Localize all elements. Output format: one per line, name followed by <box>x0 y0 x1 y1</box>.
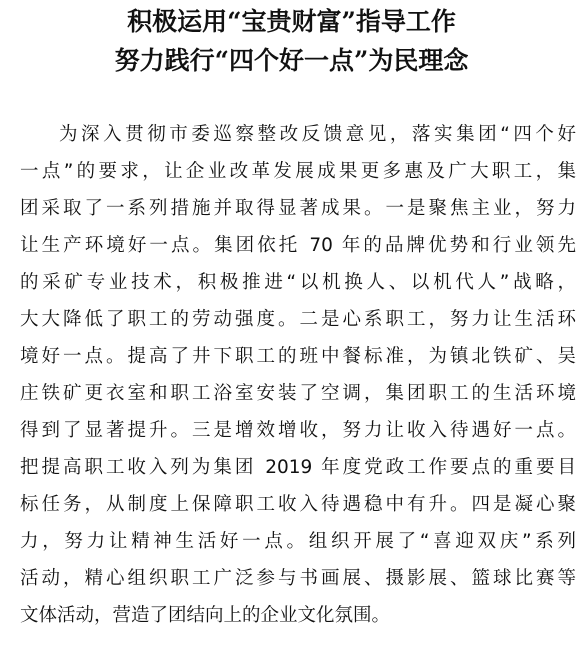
body-text-line: 大大降低了职工的劳动强度。二是心系职工，努力让生活环 <box>20 309 576 330</box>
body-text-line: 庄铁矿更衣室和职工浴室安装了空调，集团职工的生活环境 <box>20 383 576 404</box>
body-text-line: 活动，精心组织职工广泛参与书画展、摄影展、篮球比赛等 <box>20 568 576 589</box>
body-text-line: 境好一点。提高了井下职工的班中餐标准，为镇北铁矿、吴 <box>20 346 576 367</box>
body-text-line: 得到了显著提升。三是增效增收，努力让收入待遇好一点。 <box>20 420 576 441</box>
body-text-line: 一点”的要求，让企业改革发展成果更多惠及广大职工，集 <box>20 161 576 182</box>
body-text-line: 力，努力让精神生活好一点。组织开展了“喜迎双庆”系列 <box>20 531 576 552</box>
article-title-line-2: 努力践行“四个好一点”为民理念 <box>114 46 469 75</box>
body-text-line: 为深入贯彻市委巡察整改反馈意见，落实集团“四个好 <box>59 124 576 145</box>
body-text-line: 标任务，从制度上保障职工收入待遇稳中有升。四是凝心聚 <box>20 494 576 515</box>
body-text-line: 文体活动，营造了团结向上的企业文化氛围。 <box>20 605 391 626</box>
body-text-line: 的采矿专业技术，积极推进“以机换人、以机代人”战略， <box>20 272 576 293</box>
body-text-line: 让生产环境好一点。集团依托 70 年的品牌优势和行业领先 <box>20 235 576 256</box>
article-title-line-1: 积极运用“宝贵财富”指导工作 <box>127 7 456 36</box>
body-text-line: 把提高职工收入列为集团 2019 年度党政工作要点的重要目 <box>20 457 576 478</box>
body-text-line: 团采取了一系列措施并取得显著成果。一是聚焦主业，努力 <box>20 198 576 219</box>
